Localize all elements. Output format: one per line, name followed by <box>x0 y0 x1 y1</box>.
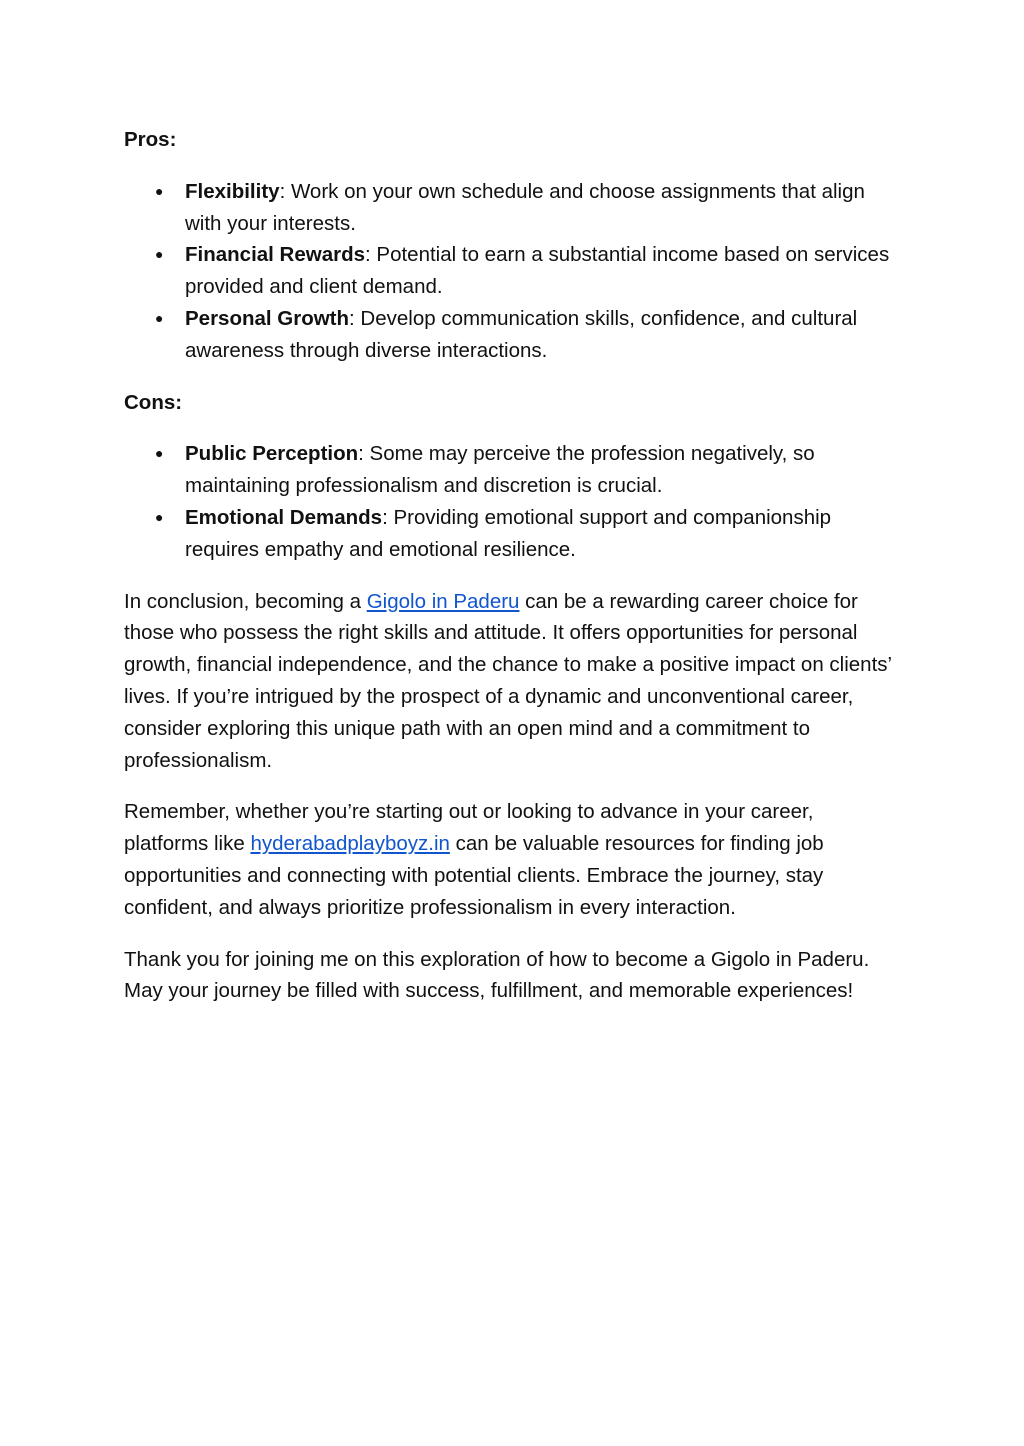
list-item <box>155 502 894 566</box>
list-item-text: : Providing emotional support and companionship requires empathy and emotional resilience. <box>185 505 832 561</box>
pros-heading: Pros: <box>124 128 177 151</box>
list-item-term: Personal Growth <box>185 306 350 330</box>
list-item-term: Public Perception <box>185 442 359 466</box>
conclusion-text-after: can be a rewarding career choice for those who possess the right skills and attitude. It offers opportunities for personal growth, financial independence, and the chance to make a positive impact on clients’ lives. If you’re intrigued by the prospect of a dynamic and unconventional career, consider exploring this unique path with an open mind and a commitment to professionalism. <box>124 589 892 772</box>
bullet-icon: ● <box>155 246 164 263</box>
bullet-icon: ● <box>155 309 164 326</box>
hyderabadplayboyz-link[interactable]: hyderabadplayboyz.in <box>250 832 450 856</box>
list-item-text: : Develop communication skills, confidence, and cultural awareness through diverse interactions. <box>185 306 858 362</box>
cons-heading: Cons: <box>124 390 183 414</box>
list-item <box>155 176 894 240</box>
list-item <box>155 303 894 367</box>
conclusion-paragraph <box>124 586 894 777</box>
remember-text-after: can be valuable resources for finding job opportunities and connecting with potential clients. Embrace the journey, stay confident, and always prioritize professionalism in every interaction. <box>124 832 824 919</box>
remember-text-before: Remember, whether you’re starting out or looking to advance in your career, platforms like <box>124 800 814 856</box>
bullet-icon: ● <box>155 445 164 462</box>
list-item <box>155 239 894 303</box>
list-item <box>155 438 894 502</box>
gigolo-in-paderu-link[interactable]: Gigolo in Paderu <box>366 589 520 613</box>
list-item-term: Flexibility <box>185 179 280 203</box>
thanks-paragraph: Thank you for joining me on this exploration of how to become a Gigolo in Paderu. May your journey be filled with success, fulfillment, and memorable experiences! <box>124 947 870 1003</box>
list-item-term: Emotional Demands <box>185 505 383 529</box>
list-item-text: : Potential to earn a substantial income based on services provided and client demand. <box>185 243 890 299</box>
list-item-text: : Work on your own schedule and choose assignments that align with your interests. <box>185 179 865 235</box>
conclusion-text-before: In conclusion, becoming a <box>124 589 367 613</box>
bullet-icon: ● <box>155 182 164 199</box>
document-page <box>124 124 894 1027</box>
cons-list <box>124 438 894 565</box>
bullet-icon: ● <box>155 508 164 525</box>
pros-list <box>124 176 894 367</box>
list-item-term: Financial Rewards <box>185 243 366 267</box>
list-item-text: : Some may perceive the profession negatively, so maintaining professionalism and discretion is crucial. <box>185 442 815 498</box>
remember-paragraph <box>124 796 894 923</box>
